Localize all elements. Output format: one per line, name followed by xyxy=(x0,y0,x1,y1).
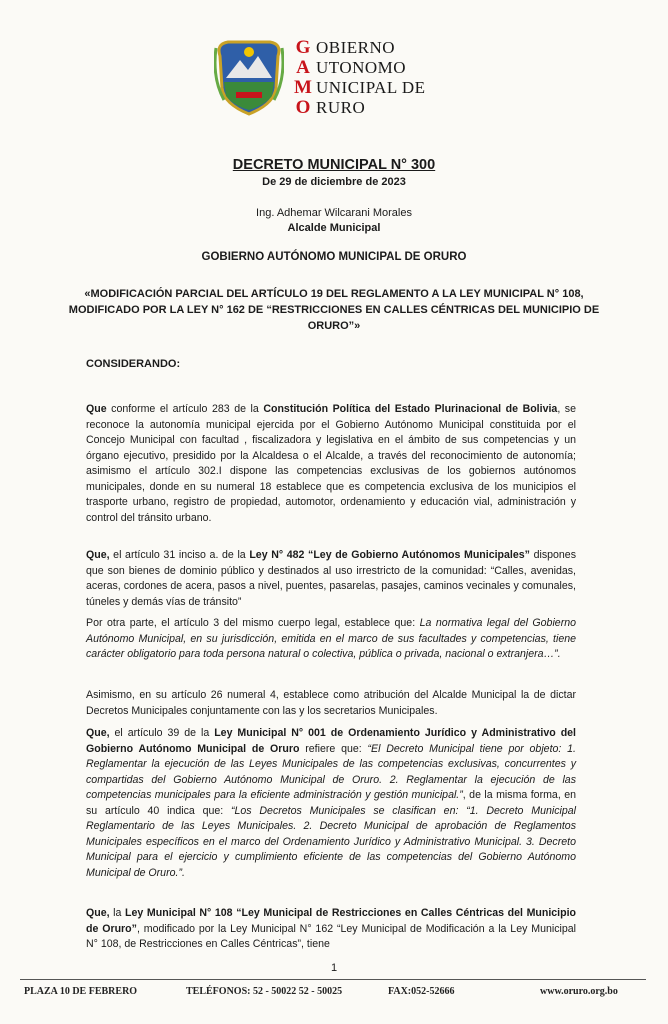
text-run: el artículo 31 inciso a. de la xyxy=(109,549,250,561)
text-run: Por otra parte, el artículo 3 del mismo cuerpo legal, establece que: xyxy=(86,617,420,629)
considerando-heading: CONSIDERANDO: xyxy=(86,358,181,370)
name-line: UTONOMO xyxy=(316,58,407,77)
paragraph-1 xyxy=(86,402,576,526)
decree-date: De 29 de diciembre de 2023 xyxy=(262,176,406,188)
footer-phones: TELÉFONOS: 52 - 50022 52 - 50025 xyxy=(186,986,343,997)
mayor-name: Ing. Adhemar Wilcarani Morales xyxy=(256,207,412,219)
acronym-letter: G xyxy=(295,37,311,58)
law-reference: Ley Municipal N° 108 “Ley Municipal de Restricciones en Calles Céntricas del Municipio de Oruro” xyxy=(86,907,577,935)
mayor-role: Alcalde Municipal xyxy=(287,222,381,234)
paragraph-6 xyxy=(86,906,576,953)
decree-title: DECRETO MUNICIPAL N° 300 xyxy=(232,157,436,173)
quoted-text: “El Decreto Municipal tiene por objeto: 1. Reglamentar la ejecución de las Leyes Municipales de las competencias exclusivas, concurrentes y compartidas del Gobierno Autónomo Municipal de Oruro. 2. Reglamentar la ejecución de las competencias municipales para la eficiente administración y gestión municipal.” xyxy=(86,742,576,801)
text-run: conforme el artículo 283 de la xyxy=(106,403,264,415)
gamo-acronym xyxy=(290,38,316,118)
quoted-text: La normativa legal del Gobierno Autónomo Municipal, en su jurisdicción, emitida en el marco de sus facultades y competencias, tiene carácter obligatorio para toda persona natural o colectiva, pública o privada, nacional o extranjera…”. xyxy=(86,617,577,660)
law-reference: Ley N° 482 “Ley de Gobierno Autónomos Municipales” xyxy=(249,549,530,561)
paragraph-lead: Que, xyxy=(86,727,110,739)
decree-subject: «MODIFICACIÓN PARCIAL DEL ARTÍCULO 19 DEL REGLAMENTO A LA LEY MUNICIPAL N° 108, MODIFICADO POR LA LEY N° 162 DE “RESTRICCIONES EN CALLES CÉNTRICAS DEL MUNICIPIO DE ORURO”» xyxy=(68,288,600,332)
law-reference: Constitución Política del Estado Plurinacional de Bolivia xyxy=(263,403,558,415)
text-run: el artículo 39 de la xyxy=(109,727,215,739)
paragraph-4: Asimismo, en su artículo 26 numeral 4, establece como atribución del Alcalde Municipal la de dictar Decretos Municipales conjuntamente con las y los secretarios Municipales. xyxy=(86,689,576,717)
footer-address: PLAZA 10 DE FEBRERO xyxy=(24,986,138,997)
institution-name xyxy=(316,38,426,118)
page-number: 1 xyxy=(330,962,338,974)
footer-fax: FAX:052-52666 xyxy=(388,986,455,997)
text-run: , de la misma forma, en su artículo 40 indica que: xyxy=(86,789,576,817)
paragraph-lead: Que, xyxy=(86,549,110,561)
acronym-letter: A xyxy=(296,57,310,78)
paragraph-3 xyxy=(86,616,576,663)
paragraph-2 xyxy=(86,548,576,610)
paragraph-lead: Que, xyxy=(86,907,110,919)
name-line: UNICIPAL DE xyxy=(316,78,426,97)
government-heading: GOBIERNO AUTÓNOMO MUNICIPAL DE ORURO xyxy=(201,251,467,263)
name-line: OBIERNO xyxy=(316,38,396,57)
footer-website-link[interactable]: www.oruro.org.bo xyxy=(540,986,618,997)
footer-divider xyxy=(20,979,646,980)
text-run: refiere que: xyxy=(299,742,368,755)
quoted-text: “Los Decretos Municipales se clasifican en: “1. Decreto Municipal Reglamentario de las Leyes Municipales. 2. Decreto Municipal de aprobación de Reglamentos Municipales específicos en el marco del Ordenamiento Jurídico y Administrativo Municipal. 3. Decreto Municipal para el ejercicio y cumplimiento eficiente de las competencias del Gobierno Autónomo Municipal de Oruro.”. xyxy=(86,804,576,879)
letterhead xyxy=(214,34,474,120)
text-run: , modificado por la Ley Municipal N° 162 “Ley Municipal de Modificación a la Ley Municipal N° 108, de Restricciones en Calles Céntricas”, tiene xyxy=(86,922,576,950)
text-run: , se reconoce la autonomía municipal ejercida por el Gobierno Autónomo Municipal constituida por el Concejo Municipal con facultad , fiscalizadora y legislativa en el ámbito de sus competencias y un órgano ejecutivo, presidido por la Alcaldesa o el Alcalde, a través del reconocimiento de autonomía; asimismo el artículo 302.I dispone las competencias exclusivas de los gobiernos autónomos municipales, donde en su numeral 18 establece que es competencia exclusiva de los municipios el trasporte urbano, registro de propiedad, automotor, ordenamiento y educación vial, administración y control del tránsito urbano. xyxy=(86,403,576,524)
paragraph-5 xyxy=(86,726,576,881)
name-line: RURO xyxy=(316,98,366,117)
text-run: la xyxy=(109,907,126,919)
acronym-letter: O xyxy=(295,97,311,118)
text-run: dispones que son bienes de dominio público y destinados al uso irrestricto de la comunidad: “Calles, avenidas, aceras, cordones de acera, pasos a nivel, puentes, pasarelas, pasajes, caminos vecinales y comunales, túneles y demás vías de tránsito” xyxy=(86,549,576,608)
law-reference: Ley Municipal N° 001 de Ordenamiento Jurídico y Administrativo del Gobierno Autónomo Municipal de Oruro xyxy=(86,727,576,755)
acronym-letter: M xyxy=(294,77,312,98)
paragraph-lead: Que xyxy=(86,403,107,415)
coat-of-arms-seal xyxy=(214,38,284,118)
